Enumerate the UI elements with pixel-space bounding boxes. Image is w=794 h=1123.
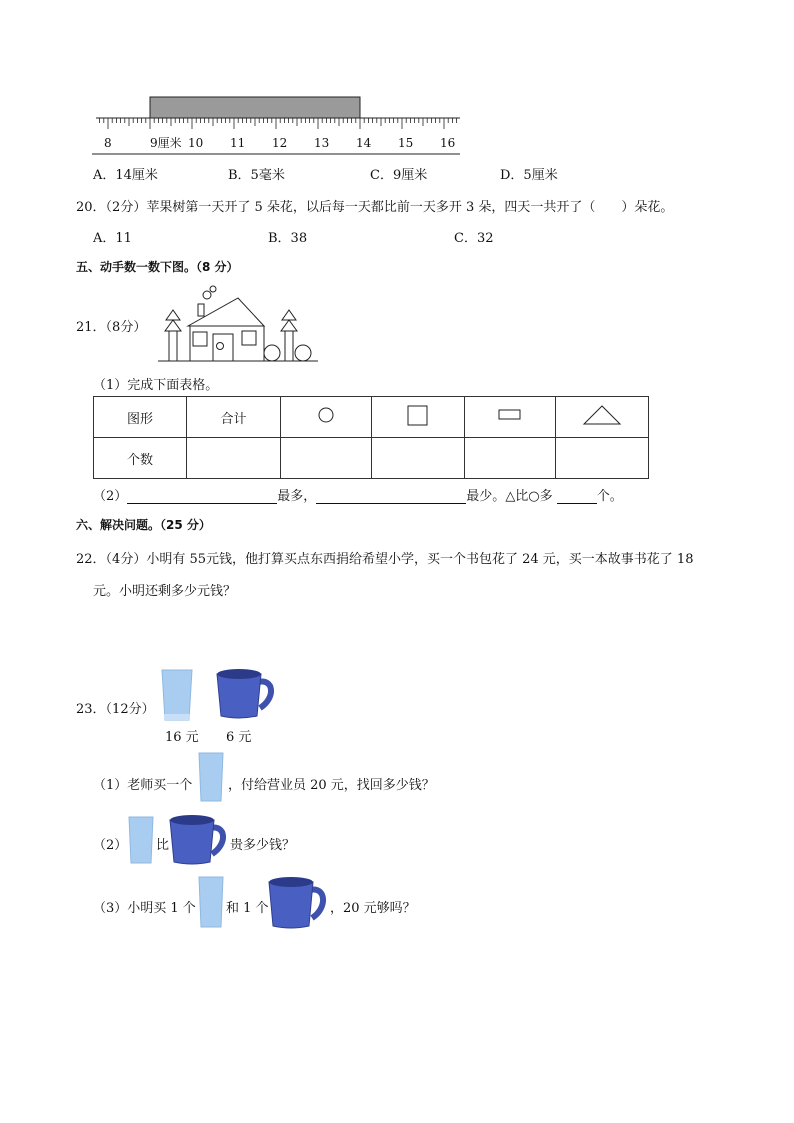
ruler-tick-label: 16 [440, 136, 456, 150]
q22-line2: 元。小明还剩多少元钱？ [93, 584, 237, 599]
glass-price: 16 元 [165, 730, 199, 745]
shapes-count-table [93, 396, 649, 479]
roof-triangle [188, 298, 264, 326]
measured-bar [150, 97, 360, 118]
cup-image [214, 668, 278, 720]
section-6-title: 六、解决问题。（25 分） [76, 518, 211, 532]
section-5-title: 五、动手数一数下图。（8 分） [76, 260, 239, 274]
ruler-tick-label: 12 [272, 136, 288, 150]
q23-sub2-a: （2） [93, 838, 128, 853]
ruler-tick-label: 9厘米 [150, 136, 182, 150]
door-knob [217, 343, 224, 350]
answer-cell-total[interactable] [187, 438, 281, 479]
q22-line1: 22．（4分）小明有 55元钱，他打算买点东西捐给希望小学，买一个书包花了 24 元，买一本故事书花了 18 [76, 552, 694, 567]
q19-option-d: D．5厘米 [500, 168, 558, 183]
table-header-square [372, 397, 465, 438]
triangle-shape-icon [582, 404, 622, 426]
ruler-tick-label: 11 [230, 136, 246, 150]
tree-left-trunk [169, 331, 177, 361]
rectangle-shape-icon [498, 409, 522, 421]
chimney [198, 304, 204, 316]
q20-text: 20．（2分）苹果树第一天开了 5 朵花，以后每一天都比前一天多开 3 朵，四天一共开了（ ）朵花。 [76, 200, 674, 215]
glass-icon [128, 816, 154, 864]
q20-option-c: C．32 [454, 231, 494, 246]
q21-number: 21．（8分） [76, 320, 147, 335]
answer-blank-least[interactable] [316, 489, 466, 504]
answer-cell-rectangle[interactable] [465, 438, 556, 479]
ruler-tick-label: 10 [188, 136, 204, 150]
ruler-labels [104, 135, 455, 150]
q21-sub2-least: 最少。 [466, 489, 506, 504]
q19-option-b: B．5毫米 [228, 168, 285, 183]
q23-sub3-a: （3）小明买 1 个 [93, 901, 196, 916]
q23-sub2-c: 贵多少钱？ [230, 838, 296, 853]
ruler-tick-label: 13 [314, 136, 330, 150]
answer-blank-most[interactable] [127, 489, 277, 504]
ruler-figure [92, 92, 464, 156]
glass-icon [198, 752, 224, 802]
ruler-tick-label: 14 [356, 136, 372, 150]
glass-image [160, 668, 194, 722]
ground-circle [264, 345, 280, 361]
answer-cell-triangle[interactable] [556, 438, 649, 479]
q23-sub1-a: （1）老师买一个 [93, 778, 193, 793]
table-row-label-shape: 图形 [94, 397, 187, 438]
ruler-tick-label: 8 [104, 136, 112, 150]
table-header-total: 合计 [187, 397, 281, 438]
smoke-circle [203, 291, 211, 299]
glass-icon [198, 876, 224, 928]
q23-sub3-b: 和 1 个 [226, 901, 269, 916]
q23-sub3-c: ，20 元够吗？ [330, 901, 416, 916]
q21-sub2-compare: △比○多 [505, 489, 553, 504]
cup-icon [266, 876, 330, 930]
q23-number: 23．（12分） [76, 702, 155, 717]
q19-option-c: C．9厘米 [370, 168, 428, 183]
q20-option-a: A．11 [93, 231, 132, 246]
tree-left-top [166, 310, 180, 320]
cup-icon [168, 814, 230, 866]
ruler-tick-label: 15 [398, 136, 414, 150]
tree-right-trunk [285, 331, 293, 361]
ground-circle [295, 345, 311, 361]
house-figure [156, 284, 320, 364]
circle-shape-icon [317, 406, 335, 424]
tree-right-bottom [281, 320, 297, 331]
smoke-circle [210, 286, 216, 292]
answer-blank-difference[interactable] [557, 489, 597, 504]
q23-sub1-b: ，付给营业员 20 元，找回多少钱？ [228, 778, 435, 793]
q21-sub2 [93, 485, 623, 504]
q20-option-b: B．38 [268, 231, 308, 246]
square-shape-icon [407, 404, 429, 426]
q21-sub2-prefix: （2） [93, 489, 128, 504]
answer-cell-circle[interactable] [281, 438, 372, 479]
q21-sub2-most: 最多， [277, 489, 317, 504]
table-row-label-count: 个数 [94, 438, 187, 479]
table-header-circle [281, 397, 372, 438]
tree-right-top [282, 310, 296, 320]
q21-sub2-unit: 个。 [596, 489, 623, 504]
q19-option-a: A．14厘米 [93, 168, 158, 183]
window-right [242, 331, 256, 345]
tree-left-bottom [165, 320, 181, 331]
q23-sub2-b: 比 [156, 838, 170, 853]
answer-cell-square[interactable] [372, 438, 465, 479]
table-header-triangle [556, 397, 649, 438]
cup-price: 6 元 [226, 730, 252, 745]
q21-sub1: （1）完成下面表格。 [93, 378, 219, 393]
ruler-ticks [100, 118, 457, 129]
window-left [193, 332, 207, 346]
table-header-rectangle [465, 397, 556, 438]
